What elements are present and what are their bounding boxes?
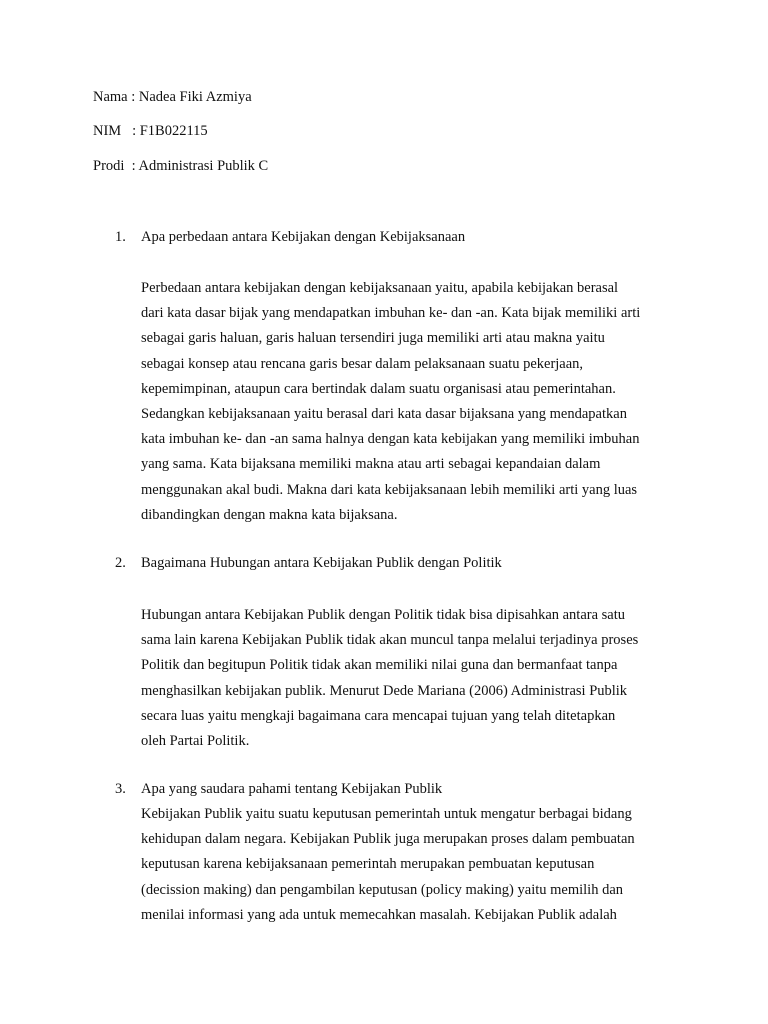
answer-line: sebagai konsep atau rencana garis besar dalam pelaksanaan suatu pekerjaan, [141,355,584,372]
answer-paragraph [141,276,681,528]
question-title: Bagaimana Hubungan antara Kebijakan Publik dengan Politik [141,555,502,571]
answer-line: Kebijakan Publik yaitu suatu keputusan pemerintah untuk mengatur berbagai bidang [141,806,632,822]
question-title: Apa perbedaan antara Kebijakan dengan Kebijaksanaan [141,229,466,245]
answer-paragraph [141,802,681,928]
student-nim: NIM : F1B022115 [93,123,208,139]
answer-line: menggunakan akal budi. Makna dari kata kebijaksanaan lebih memiliki arti yang luas [141,481,638,498]
answer-line: menghasilkan kebijakan publik. Menurut Dede Mariana (2006) Administrasi Publik [141,682,628,699]
question-number: 1. [115,229,126,245]
answer-line: secara luas yaitu mengkaji bagaimana cara mencapai tujuan yang telah ditetapkan [141,707,616,724]
student-program: Prodi : Administrasi Publik C [93,158,269,174]
student-name: Nama : Nadea Fiki Azmiya [93,89,252,105]
answer-line: Perbedaan antara kebijakan dengan kebijaksanaan yaitu, apabila kebijakan berasal [141,280,619,296]
question-number: 2. [115,555,126,571]
answer-line: (decission making) dan pengambilan keputusan (policy making) yaitu memilih dan [141,881,624,898]
answer-paragraph [141,603,681,754]
answer-line: menilai informasi yang ada untuk memecahkan masalah. Kebijakan Publik adalah [141,906,617,923]
question-number: 3. [115,781,126,797]
answer-line: yang sama. Kata bijaksana memiliki makna atau arti sebagai kepandaian dalam [141,456,601,473]
answer-line: sebagai garis haluan, garis haluan tersendiri juga memiliki arti atau makna yaitu [141,330,605,347]
answer-line: Politik dan begitupun Politik tidak akan memiliki nilai guna dan bermanfaat tanpa [141,657,618,674]
answer-line: kehidupan dalam negara. Kebijakan Publik juga merupakan proses dalam pembuatan [141,831,635,848]
answer-line: kata imbuhan ke- dan -an sama halnya dengan kata kebijakan yang memiliki imbuhan [141,431,640,448]
answer-line: dibandingkan dengan makna kata bijaksana. [141,506,398,523]
answer-line: keputusan karena kebijaksanaan pemerintah merupakan pembuatan keputusan [141,856,595,873]
answer-line: sama lain karena Kebijakan Publik tidak akan muncul tanpa melalui terjadinya proses [141,632,639,649]
answer-line: Sedangkan kebijaksanaan yaitu berasal dari kata dasar bijaksana yang mendapatkan [141,405,627,422]
answer-line: Hubungan antara Kebijakan Publik dengan Politik tidak bisa dipisahkan antara satu [141,607,626,623]
answer-line: dari kata dasar bijak yang mendapatkan imbuhan ke- dan -an. Kata bijak memiliki arti [141,305,641,322]
answer-line: oleh Partai Politik. [141,732,250,749]
answer-line: kepemimpinan, ataupun cara bertindak dalam suatu organisasi atau pemerintahan. [141,380,616,397]
question-title: Apa yang saudara pahami tentang Kebijakan Publik [141,781,443,797]
